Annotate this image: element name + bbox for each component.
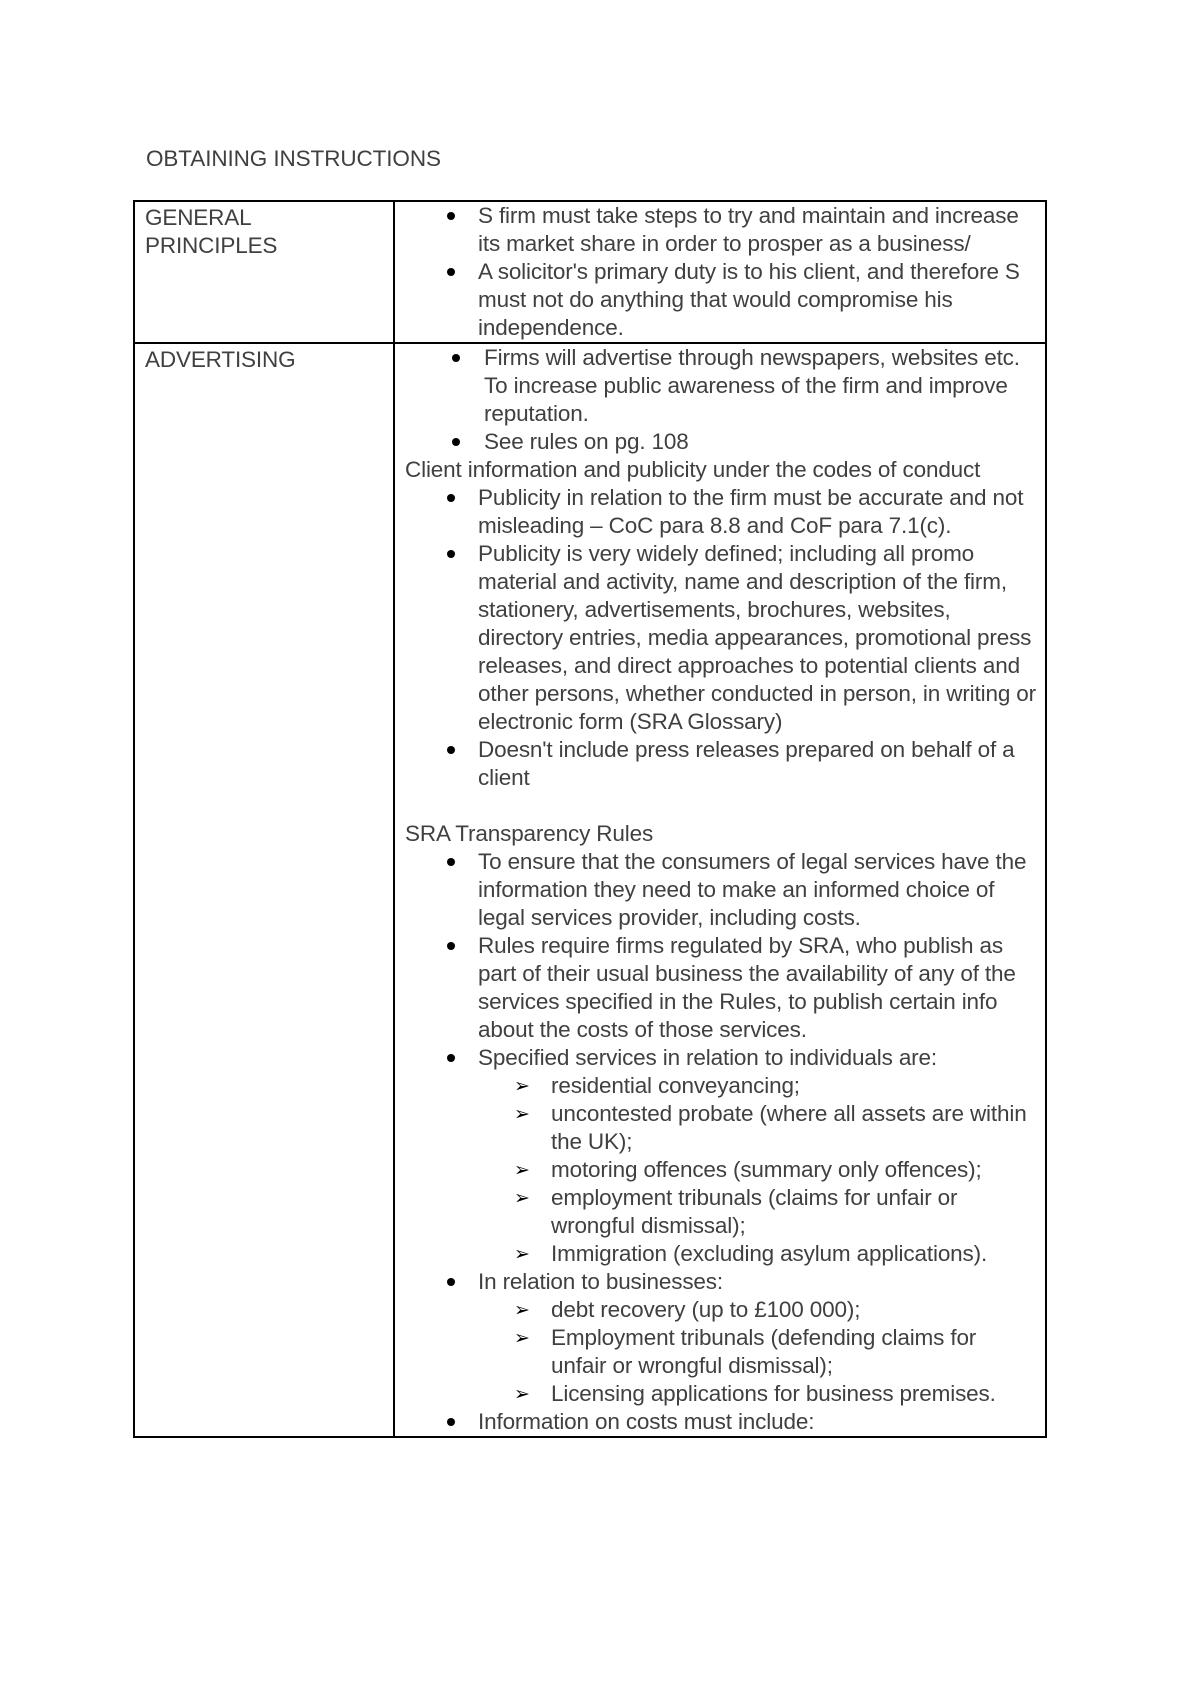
list-item: S firm must take steps to try and maintain and increase its market share in order to prosper as a business/ bbox=[405, 202, 1037, 258]
row-heading-advertising: ADVERTISING bbox=[134, 343, 394, 1437]
row-content-general-principles bbox=[394, 201, 1046, 343]
arrow-bullet-icon: ➢ bbox=[514, 1075, 530, 1097]
notes-table bbox=[133, 200, 1047, 1438]
list-item: ➢ Licensing applications for business premises. bbox=[514, 1381, 996, 1406]
list-item: Publicity is very widely defined; including all promo material and activity, name and description of the firm, stationery, advertisements, brochures, websites, directory entries, media appearances, promotional press releases, and direct approaches to potential clients and other persons, whether conducted in person, in writing or electronic form (SRA Glossary) bbox=[405, 540, 1037, 736]
list-item: ➢ residential conveyancing; bbox=[514, 1073, 800, 1098]
arrow-bullet-icon: ➢ bbox=[514, 1383, 530, 1405]
bullet-icon bbox=[452, 438, 460, 446]
bullet-icon bbox=[447, 268, 455, 276]
arrow-bullet-icon: ➢ bbox=[514, 1103, 530, 1125]
bullet-icon bbox=[447, 1054, 455, 1062]
row-heading-general-principles: GENERAL PRINCIPLES bbox=[134, 201, 394, 343]
bullet-icon bbox=[447, 1418, 455, 1426]
arrow-bullet-icon: ➢ bbox=[514, 1243, 530, 1265]
list-item: ➢ debt recovery (up to £100 000); bbox=[514, 1297, 861, 1322]
list-item: ➢ Employment tribunals (defending claims for unfair or wrongful dismissal); bbox=[514, 1325, 977, 1378]
list-item: In relation to businesses: ➢ debt recovery (up to £100 000); ➢ Employment tribunals (defending claims for unfair or wrongful dismissal); ➢ Licensing applications for business premises. bbox=[405, 1268, 1037, 1408]
list-item: ➢ Immigration (excluding asylum applications). bbox=[514, 1241, 988, 1266]
list-item: A solicitor's primary duty is to his client, and therefore S must not do anything that would compromise his independence. bbox=[405, 258, 1037, 342]
list-item: See rules on pg. 108 bbox=[405, 428, 1037, 456]
arrow-bullet-icon: ➢ bbox=[514, 1327, 530, 1349]
list-item: ➢ uncontested probate (where all assets are within the UK); bbox=[514, 1101, 1027, 1154]
list-item: Rules require firms regulated by SRA, who publish as part of their usual business the availability of any of the services specified in the Rules, to publish certain info about the costs of those services. bbox=[405, 932, 1037, 1044]
list-item: Specified services in relation to individuals are: ➢ residential conveyancing; ➢ uncontested probate (where all assets are within the UK); ➢ motoring offences (summary only offences); ➢ employment tribunals (claims for unfair or wrongful dismissal); ➢ Immigration (excluding asylum applications). bbox=[405, 1044, 1037, 1268]
list-item: ➢ motoring offences (summary only offences); bbox=[514, 1157, 982, 1182]
table-row bbox=[134, 343, 1046, 1437]
bullet-icon bbox=[447, 858, 455, 866]
arrow-bullet-icon: ➢ bbox=[514, 1159, 530, 1181]
table-row bbox=[134, 201, 1046, 343]
bullet-icon bbox=[452, 354, 460, 362]
bullet-icon bbox=[447, 494, 455, 502]
row-content-advertising bbox=[394, 343, 1046, 1437]
list-item: Doesn't include press releases prepared on behalf of a client bbox=[405, 736, 1037, 792]
page-title: OBTAINING INSTRUCTIONS bbox=[146, 146, 441, 171]
list-item: ➢ employment tribunals (claims for unfair or wrongful dismissal); bbox=[514, 1185, 958, 1238]
list-item: Publicity in relation to the firm must be accurate and not misleading – CoC para 8.8 and CoF para 7.1(c). bbox=[405, 484, 1037, 540]
bullet-icon bbox=[447, 212, 455, 220]
publicity-subheading: Client information and publicity under the codes of conduct bbox=[405, 457, 981, 482]
bullet-icon bbox=[447, 550, 455, 558]
arrow-bullet-icon: ➢ bbox=[514, 1187, 530, 1209]
bullet-icon bbox=[447, 942, 455, 950]
bullet-icon bbox=[447, 1278, 455, 1286]
transparency-subheading: SRA Transparency Rules bbox=[405, 821, 654, 846]
bullet-icon bbox=[447, 746, 455, 754]
list-item: Information on costs must include: bbox=[405, 1408, 1037, 1436]
list-item: To ensure that the consumers of legal services have the information they need to make an informed choice of legal services provider, including costs. bbox=[405, 848, 1037, 932]
list-item: Firms will advertise through newspapers, websites etc. To increase public awareness of the firm and improve reputation. bbox=[405, 344, 1037, 428]
arrow-bullet-icon: ➢ bbox=[514, 1299, 530, 1321]
